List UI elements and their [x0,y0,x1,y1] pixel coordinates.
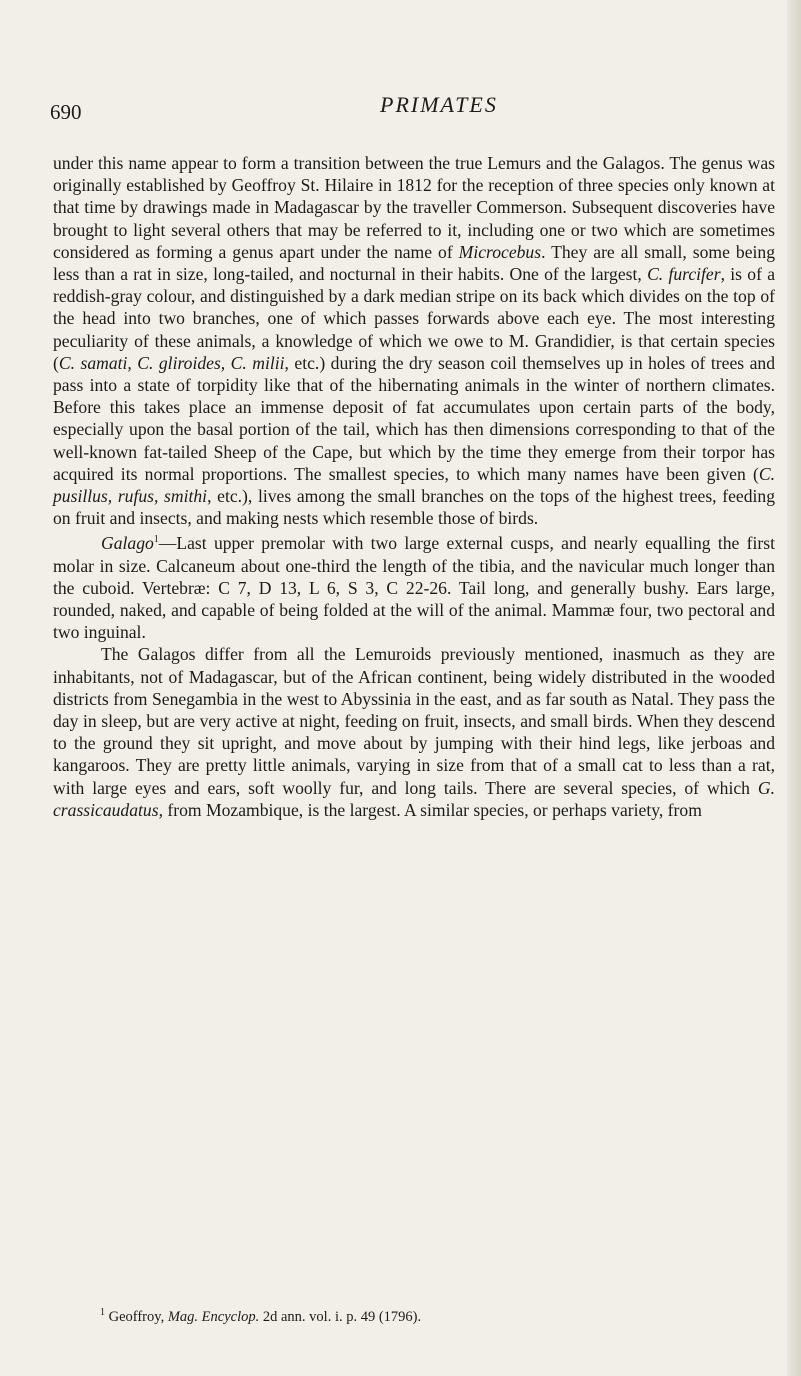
page-header [50,92,690,132]
paragraph-galago-definition: Galago$^1$—Last upper premolar with two large external cusps, and nearly equalling the first molar in size. Calcaneum about one-third the length of the tibia, and the navicular much longer than the cuboid. Vertebræ: C 7, D 13, L 6, S 3, C 22-26. Tail long, and generally bushy. Ears large, rounded, naked, and capable of being folded at the will of the animal. Mammæ four, two pectoral and two inguinal. [53,533,775,643]
paragraph-galago-description: The Galagos differ from all the Lemuroids previously mentioned, inasmuch as they are inhabitants, not of Madagascar, but of the African continent, being widely distributed in the wooded districts from Senegambia in the west to Abyssinia in the east, and as far south as Natal. They pass the day in sleep, but are very active at night, feeding on fruit, insects, and small birds. When they descend to the ground they sit upright, and move about by jumping with their hind legs, like jerboas and kangaroos. They are pretty little animals, varying in size from that of a small cat to less than a rat, with large eyes and ears, soft woolly fur, and long tails. There are several species, of which G. crassicaudatus, from Mozambique, is the largest. A similar species, or perhaps variety, from [53,644,775,820]
page-number: 690 [50,100,82,124]
paragraph-microcebus: under this name appear to form a transition between the true Lemurs and the Galagos. The genus was originally established by Geoffroy St. Hilaire in 1812 for the reception of three species only known at that time by drawings made in Madagascar by the traveller Commerson. Subsequent discoveries have brought to light several others that may be referred to it, including one or two which are sometimes considered as forming a genus apart under the name of Microcebus. They are all small, some being less than a rat in size, long-tailed, and nocturnal in their habits. One of the largest, C. furcifer, is of a reddish-gray colour, and distinguished by a dark median stripe on its back which divides on the top of the head into two branches, one of which passes forwards above each eye. The most interesting peculiarity of these animals, a knowledge of which we owe to M. Grandidier, is that certain species (C. samati, C. gliroides, C. milii, etc.) during the dry season coil themselves up in holes of trees and pass into a state of torpidity like that of the hibernating animals in the winter of northern climates. Before this takes place an immense deposit of fat accumulates upon certain parts of the body, especially upon the basal portion of the tail, which has then dimensions corresponding to that of the well-known fat-tailed Sheep of the Cape, but which by the time they emerge from their torpor has acquired its normal proportions. The smallest species, to which many names have been given (C. pusillus, rufus, smithi, etc.), lives among the small branches on the tops of the highest trees, feeding on fruit and insects, and making nests which resemble those of birds. [53,153,776,529]
running-head: PRIMATES [380,92,498,117]
footnote: $^1$ Geoffroy, Mag. Encyclop. 2d ann. vol. i. p. 49 (1796). [100,1307,422,1325]
body-text [53,152,775,821]
footnote-marker: 1 [153,534,159,546]
page-edge [787,0,801,1376]
